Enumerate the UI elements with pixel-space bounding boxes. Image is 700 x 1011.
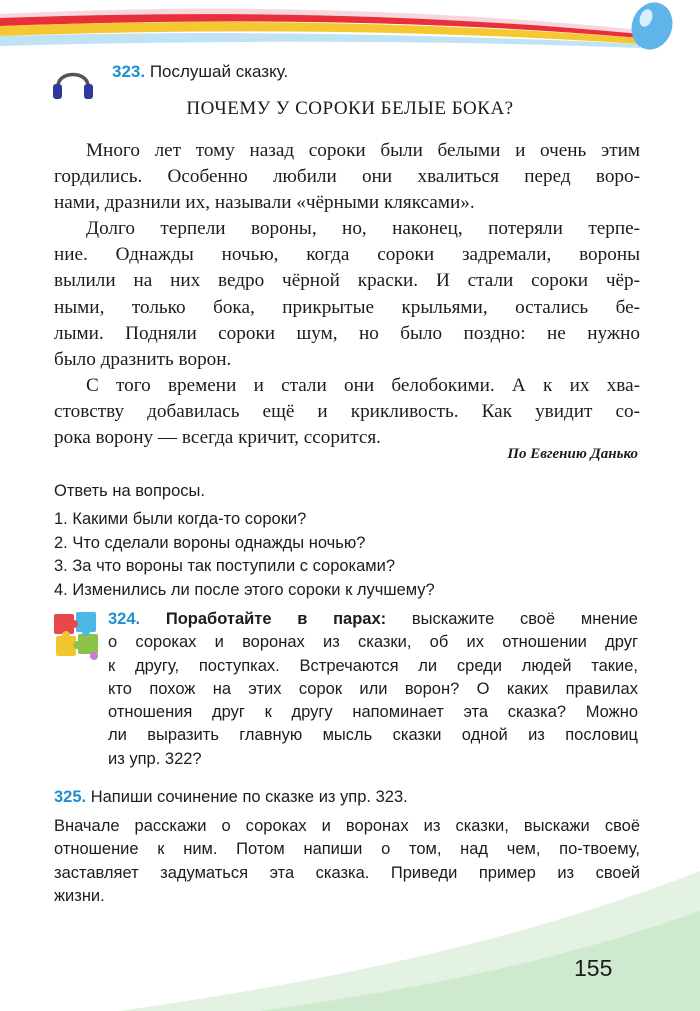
exercise-instruction: Напиши сочинение по сказке из упр. 323.: [90, 788, 408, 806]
text-line: Вначале расскажи о сороках и воронах из сказки, выскажи своё: [54, 817, 640, 835]
text-line: С того времени и стали они белобокими. А к их хва-: [86, 375, 640, 396]
question-item: 2. Что сделали вороны однажды ночью?: [54, 533, 366, 552]
text-line: было дразнить ворон.: [54, 348, 232, 370]
text-line: ли выразить главную мысль сказки одной из пословиц: [108, 726, 638, 745]
exercise-number: 325.: [54, 788, 87, 806]
text-line: о сороках и воронах из сказки, об их отношении друг: [108, 633, 638, 652]
text-line: ными, только бока, прикрытые крыльями, остались бе-: [54, 296, 640, 318]
exercise-number: 324.: [108, 610, 141, 628]
text-line: кто похож на этих сорок или ворон? О каких правилах: [108, 679, 638, 698]
text-line: из упр. 322?: [108, 749, 202, 768]
text-line: рока ворону — всегда кричит, ссорится.: [54, 427, 381, 449]
questions-heading: Ответь на вопросы.: [54, 482, 205, 500]
text-line: стовству добавилась ещё и крикливость. Как увидит со-: [54, 401, 640, 423]
question-item: 4. Изменились ли после этого сороки к лучшему?: [54, 580, 435, 599]
question-item: 1. Какими были когда-то сороки?: [54, 510, 307, 528]
page-number: 155: [574, 955, 613, 981]
story-paragraph-1: [54, 138, 640, 217]
questions-list: [54, 508, 435, 602]
exercise-instruction: Послушай сказку.: [149, 62, 289, 81]
story-author: По Евгению Данько: [507, 446, 638, 462]
story-paragraph-2: [54, 216, 640, 373]
text-line: вылили на них ведро чёрной краски. И стали сороки чёр-: [54, 270, 640, 292]
text-line: отношения друг к другу напоминает эта сказка? Можно: [108, 703, 638, 722]
exercise-text: выскажите своё мнение: [411, 610, 638, 628]
exercise-325-heading: [54, 788, 408, 807]
text-line: гордились. Особенно любили они хвалиться перед воро-: [54, 166, 640, 188]
exercise-325: [54, 815, 640, 908]
text-line: лыми. Подняли сороки шум, но было поздно: не нужно: [54, 322, 640, 344]
decorative-stripes: [0, 0, 700, 60]
text-line: отношение к ним. Потом напиши о том, над чем, по-твоему,: [54, 840, 640, 859]
text-line: жизни.: [54, 886, 105, 905]
text-line: заставляет задуматься эта сказка. Приведи пример из своей: [54, 863, 640, 882]
text-line: ние. Однажды ночью, когда сороки задремали, вороны: [54, 244, 640, 266]
question-item: 3. За что вороны так поступили с сороками?: [54, 557, 396, 575]
text-line: к другу, поступках. Встречаются ли среди людей такие,: [108, 656, 638, 675]
story-title: ПОЧЕМУ У СОРОКИ БЕЛЫЕ БОКА?: [186, 98, 514, 119]
text-line: Долго терпели вороны, но, наконец, потеряли терпе-: [86, 218, 640, 239]
exercise-323-heading: [112, 62, 288, 82]
puzzle-icon: [52, 610, 100, 662]
exercise-324: [108, 608, 638, 771]
exercise-number: 323.: [112, 62, 146, 81]
text-line: [108, 608, 638, 631]
text-line: нами, дразнили их, называли «чёрными кляксами».: [54, 192, 475, 214]
story-paragraph-3: [54, 373, 640, 452]
exercise-bold-label: Поработайте в парах:: [165, 610, 387, 628]
text-line: Много лет тому назад сороки были белыми и очень этим: [86, 140, 640, 161]
